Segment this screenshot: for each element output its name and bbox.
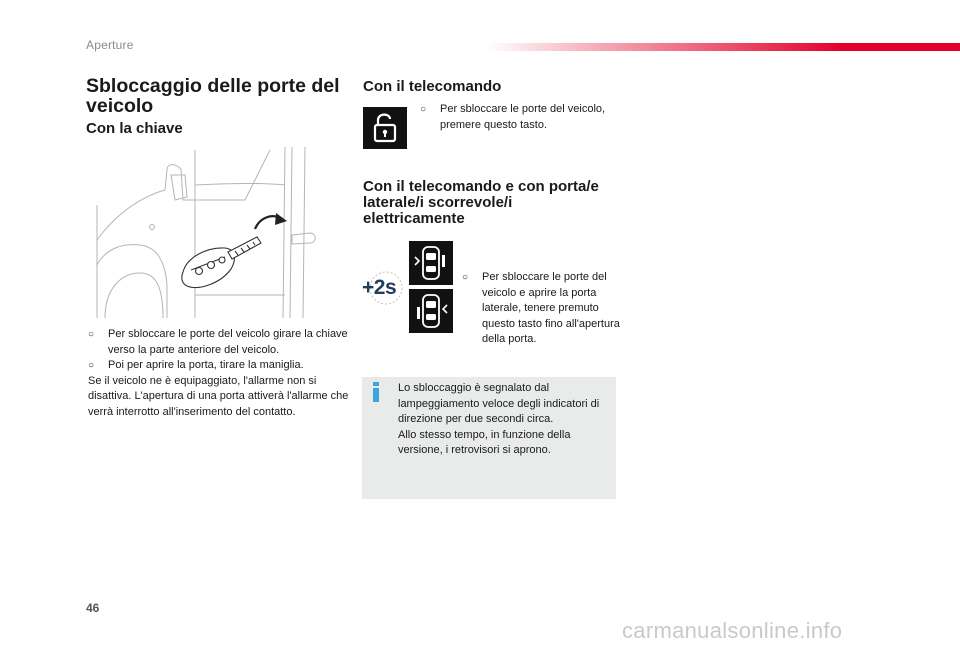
watermark: carmanualsonline.info	[622, 618, 843, 643]
bullet-text: Per sbloccare le porte del veicolo e aprire la porta laterale, tenere premuto questo tasto fino all'apertura della porta.	[482, 271, 620, 345]
alarm-paragraph: Se il veicolo ne è equipaggiato, l'allarme non si disattiva. L'apertura di una porta attiverà l'allarme che verrà interrotto all'inserimento del contatto.	[88, 374, 349, 418]
info-text	[398, 381, 610, 459]
page-number: 46	[86, 601, 100, 615]
header-accent-bar	[486, 43, 960, 51]
hold-duration-badge	[360, 268, 406, 308]
sliding-door-bullet	[462, 270, 632, 348]
info-icon	[369, 382, 383, 402]
unlock-padlock-icon	[363, 107, 407, 149]
bullet-marker-icon: ○	[420, 104, 427, 115]
door-key-illustration	[95, 145, 325, 318]
remote-bullet	[420, 102, 630, 133]
badge-text: +2s	[362, 276, 397, 299]
rotate-arrow-icon	[275, 213, 287, 225]
section-label: Aperture	[86, 38, 134, 52]
bullet-text: Per sbloccare le porte del veicolo girare la chiave verso la parte anteriore del veicolo.	[108, 328, 348, 356]
bullet-marker-icon: ○	[88, 360, 95, 371]
bullet-text: Poi per aprire la porta, tirare la maniglia.	[108, 359, 304, 371]
subtitle-key: Con la chiave	[86, 120, 183, 137]
subtitle-remote: Con il telecomando	[363, 78, 502, 95]
page-title: Sbloccaggio delle porte del veicolo	[86, 75, 340, 117]
bullet-marker-icon: ○	[88, 329, 95, 340]
bullet-text: Per sbloccare le porte del veicolo, premere questo tasto.	[440, 103, 606, 131]
bullet-item	[88, 358, 350, 374]
sliding-door-left-icon	[409, 241, 453, 285]
bullet-marker-icon: ○	[462, 272, 469, 283]
info-line: Lo sbloccaggio è segnalato dal lampeggiamento veloce degli indicatori di direzione per due secondi circa.	[398, 382, 600, 425]
key-instructions	[88, 327, 350, 420]
bullet-item	[88, 327, 350, 358]
subtitle-sliding-door: Con il telecomando e con porta/e laterale/i scorrevole/i elettricamente	[363, 178, 599, 227]
sliding-door-right-icon	[409, 289, 453, 333]
info-line: Allo stesso tempo, in funzione della versione, i retrovisori si aprono.	[398, 428, 571, 456]
